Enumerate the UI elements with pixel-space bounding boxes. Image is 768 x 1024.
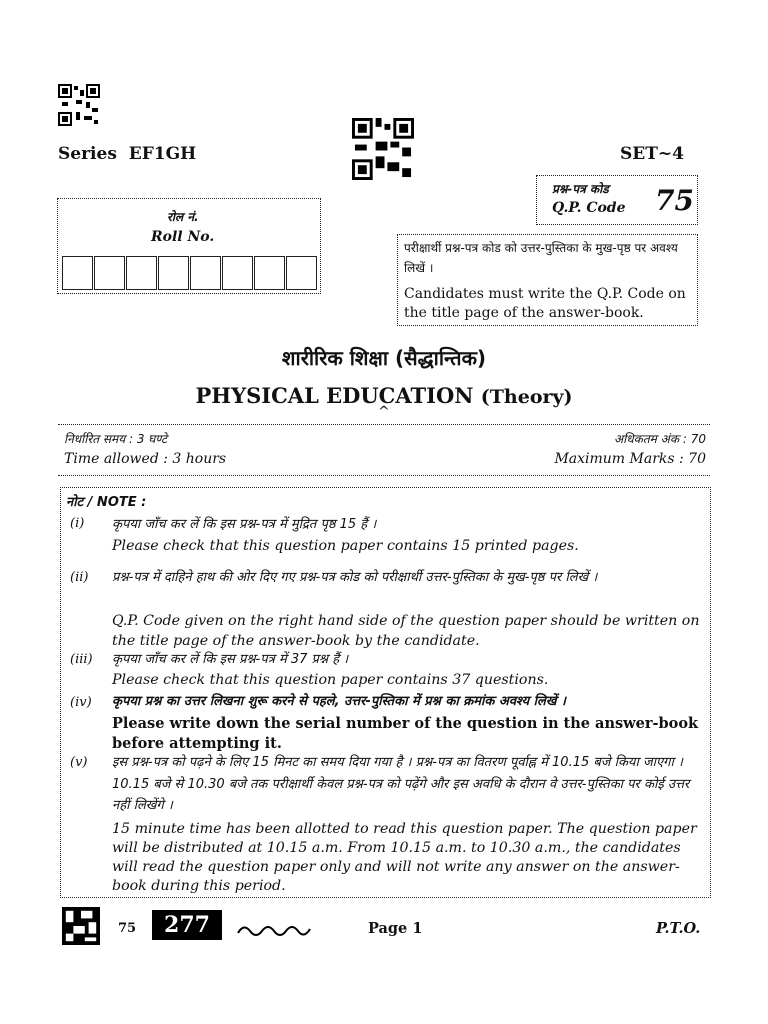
roll-cell[interactable] [126, 256, 157, 290]
note-number: (i) [70, 516, 85, 531]
footer-page-number: Page 1 [368, 920, 423, 937]
title-hindi: शारीरिक शिक्षा (सैद्धान्तिक) [281, 346, 487, 370]
wave-mark [236, 922, 314, 941]
note-text-en: Please check that this question paper contains 37 questions. [112, 672, 549, 688]
qp-code-label-en: Q.P. Code [552, 200, 626, 216]
roll-cell[interactable] [190, 256, 221, 290]
roll-label-en: Roll No. [151, 229, 215, 245]
instruction-text-en: Candidates must write the Q.P. Code on the title page of the answer-book. [404, 286, 686, 321]
note-text-hi: कृपया जाँच कर लें कि इस प्रश्न-पत्र में 37 प्रश्न हैं । [112, 652, 349, 667]
note-number: (iii) [70, 652, 93, 667]
qp-code-label-hi: प्रश्न-पत्र कोड [552, 182, 609, 196]
roll-number-cells [62, 256, 318, 290]
note-text-en: 15 minute time has been allotted to read this question paper. The question paper will be distributed at 10.15 a.m. From 10.15 a.m. to 10.30 a.m., the candidates will read the question paper only and will not write any answer on the answer-book during this period. [112, 821, 697, 894]
roll-cell[interactable] [254, 256, 285, 290]
max-marks-hi: अधिकतम अंक : 70 [613, 432, 706, 446]
note-text-hi: कृपया प्रश्न का उत्तर लिखना शुरू करने से पहले, उत्तर-पुस्तिका में प्रश्न का क्रमांक अवश्य लिखें । [112, 694, 566, 709]
instruction-text-hi: परीक्षार्थी प्रश्न-पत्र कोड को उत्तर-पुस्तिका के मुख-पृष्ठ पर अवश्य लिखें । [404, 241, 678, 275]
note-text-hi: इस प्रश्न-पत्र को पढ़ने के लिए 15 मिनट का समय दिया गया है । प्रश्न-पत्र का वितरण पूर्वाह्न में 10.15 बजे किया जाएगा । 10.15 बजे से 10.30 बजे तक परीक्षार्थी केवल प्रश्न-पत्र को पढ़ेंगे और इस अवधि के दौरान वे उत्तर-पुस्तिका पर कोई उत्तर नहीं लिखेंगे । [112, 755, 690, 813]
note-text-en: Q.P. Code given on the right hand side of the question paper should be written on the title page of the answer-book by the candidate. [112, 613, 700, 649]
roll-cell[interactable] [286, 256, 317, 290]
footer-qr-icon [62, 907, 100, 945]
footer-code: 75 [118, 921, 137, 936]
time-allowed-hi: निर्धारित समय : 3 घण्टे [64, 432, 168, 446]
qp-code-value: 75 [655, 184, 694, 217]
note-text-hi: कृपया जाँच कर लें कि इस प्रश्न-पत्र में मुद्रित पृष्ठ 15 हैं । [112, 517, 377, 532]
roll-cell[interactable] [62, 256, 93, 290]
note-number: (v) [70, 755, 88, 770]
title-english-sub: (Theory) [480, 386, 573, 408]
qr-code-small [58, 84, 100, 126]
note-text-en: Please check that this question paper contains 15 printed pages. [112, 538, 579, 554]
set-label: SET~4 [620, 144, 684, 164]
note-heading: नोट / NOTE : [66, 495, 147, 510]
roll-cell[interactable] [158, 256, 189, 290]
series-label: Series EF1GH [58, 144, 197, 164]
footer-badge: 277 [152, 910, 222, 940]
title-english-main: PHYSICAL EDUCATION [195, 383, 474, 408]
footer-pto: P.T.O. [656, 920, 701, 937]
note-text-en: Please write down the serial number of the question in the answer-book before attempting it. [112, 715, 699, 752]
max-marks-en: Maximum Marks : 70 [554, 451, 706, 467]
note-number: (iv) [70, 695, 92, 710]
caret-mark: ^ [378, 404, 390, 420]
roll-cell[interactable] [222, 256, 253, 290]
note-number: (ii) [70, 570, 89, 585]
note-text-hi: प्रश्न-पत्र में दाहिने हाथ की ओर दिए गए प्रश्न-पत्र कोड को परीक्षार्थी उत्तर-पुस्तिका के मुख-पृष्ठ पर लिखें । [112, 570, 598, 585]
qr-code-center [352, 118, 414, 180]
time-allowed-en: Time allowed : 3 hours [64, 451, 227, 467]
roll-label-hi: रोल नं. [167, 210, 199, 224]
roll-cell[interactable] [94, 256, 125, 290]
